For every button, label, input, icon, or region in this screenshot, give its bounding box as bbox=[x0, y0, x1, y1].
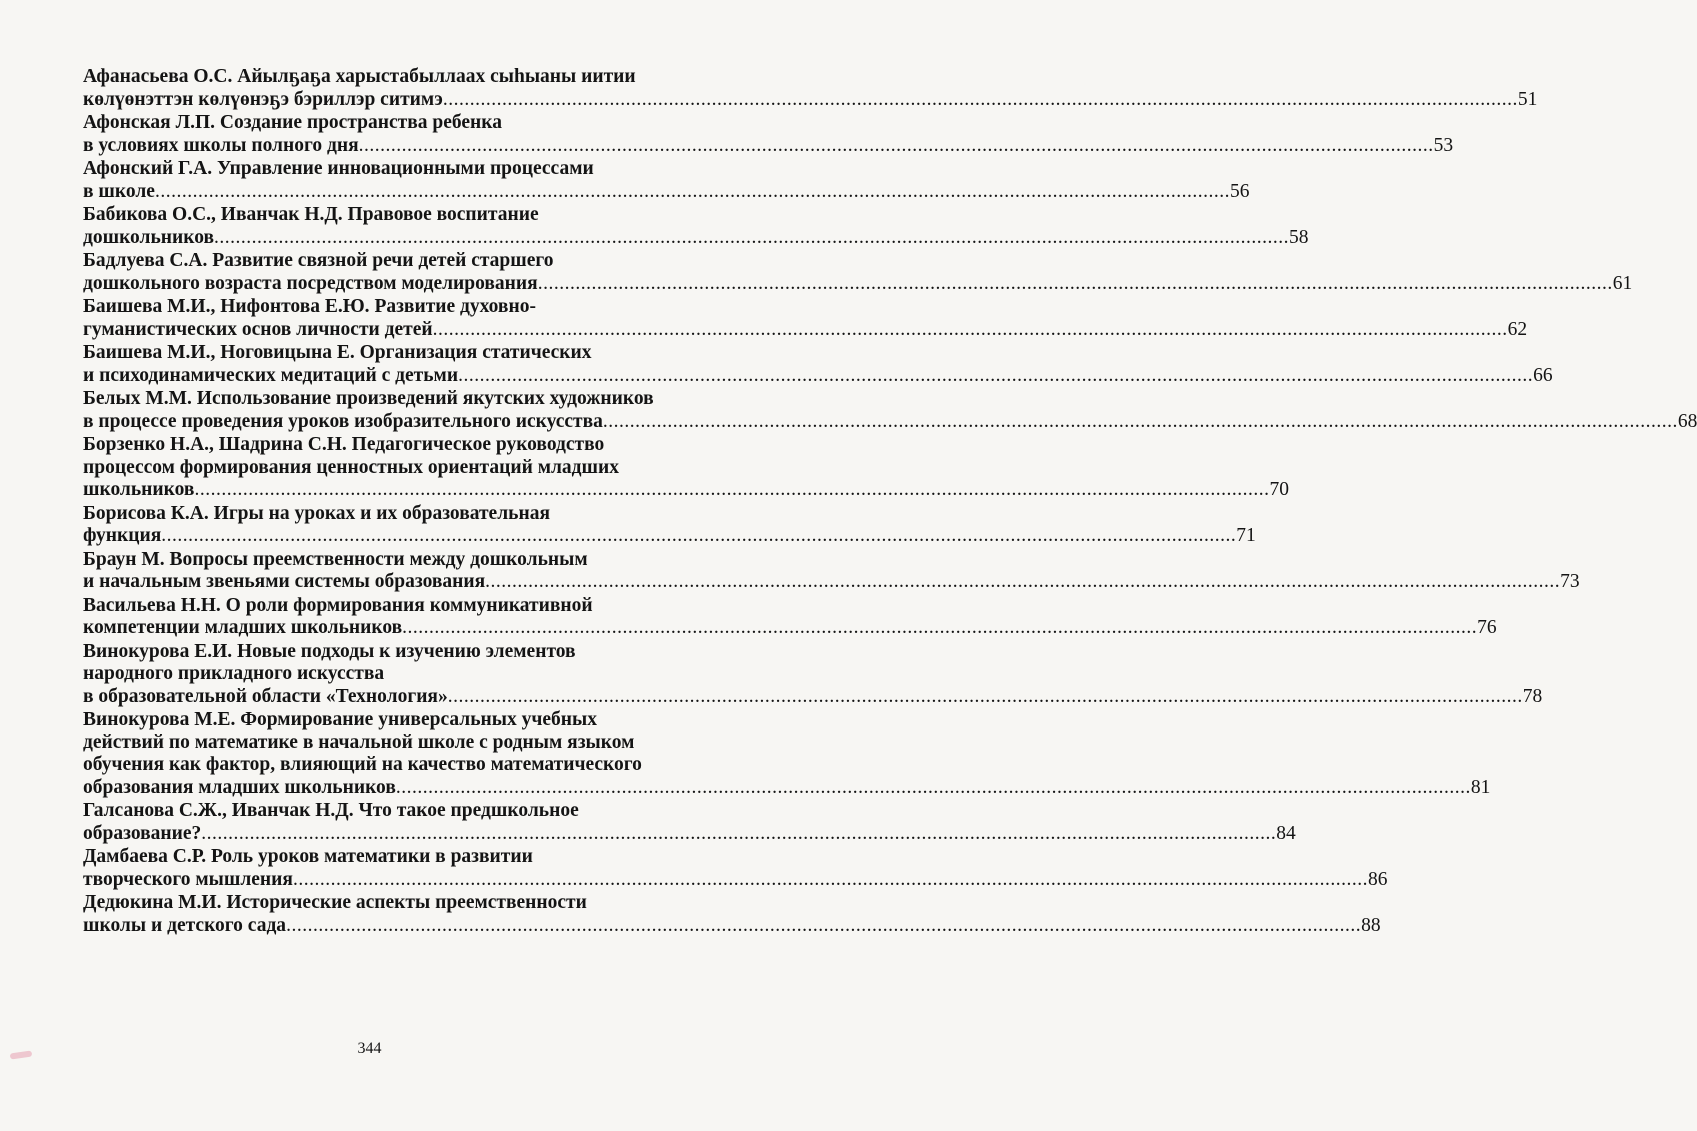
toc-entry-title: Создание пространства ребенка bbox=[219, 112, 502, 133]
dot-leader bbox=[443, 89, 1518, 112]
page-number: 344 bbox=[357, 1040, 382, 1057]
toc-entry-author: Бабикова О.С., Иванчак Н.Д. bbox=[83, 204, 343, 225]
toc-entry-page: 61 bbox=[1612, 272, 1633, 294]
toc-entry-author: Белых М.М. bbox=[83, 388, 192, 409]
toc-entry-line bbox=[83, 112, 697, 135]
toc-entry-line bbox=[83, 180, 1250, 204]
toc-entry-line bbox=[83, 66, 697, 89]
toc-entry-line bbox=[83, 525, 1256, 548]
toc-entry bbox=[83, 388, 1697, 433]
dot-leader bbox=[458, 365, 1533, 388]
toc-entry-title: в образовательной области «Технология» bbox=[83, 685, 448, 707]
toc-entry bbox=[83, 800, 1296, 845]
dot-leader bbox=[603, 411, 1678, 434]
toc-entry-page: 66 bbox=[1533, 364, 1553, 386]
toc-entry-author: Дедюкина М.И. bbox=[83, 892, 222, 913]
toc-entry-line bbox=[83, 846, 697, 869]
toc-entry-line bbox=[83, 914, 1381, 938]
toc-entry-page: 76 bbox=[1477, 617, 1497, 638]
toc-entry-line bbox=[83, 364, 1553, 388]
toc-entry-title: в условиях школы полного дня bbox=[83, 134, 359, 156]
toc-entry-line bbox=[83, 776, 1491, 800]
toc-entry-line bbox=[83, 892, 697, 915]
toc-entry-author: Винокурова М.Е. bbox=[83, 709, 236, 730]
dot-leader bbox=[433, 319, 1508, 342]
toc-entry-page: 53 bbox=[1433, 134, 1454, 156]
toc-entry-page: 51 bbox=[1517, 88, 1538, 110]
toc-entry-author: Афонский Г.А. bbox=[83, 158, 213, 179]
toc-entry-title: Что такое предшкольное bbox=[358, 800, 579, 821]
toc-entry-line bbox=[83, 571, 1580, 594]
toc-entry-line bbox=[83, 318, 1528, 342]
toc-entry-title: Игры на уроках и их образовательная bbox=[213, 502, 550, 524]
toc-entry-title: Вопросы преемственности между дошкольным bbox=[169, 548, 588, 570]
toc-entry-line bbox=[83, 800, 697, 823]
toc-entry-line bbox=[83, 250, 697, 273]
toc-entry-title: обучения как фактор, влияющий на качество математического bbox=[83, 754, 642, 775]
toc-entry-line bbox=[83, 134, 1454, 158]
toc-entry-page: 56 bbox=[1229, 180, 1250, 202]
toc-entry bbox=[83, 594, 1497, 640]
dot-leader bbox=[155, 181, 1230, 204]
toc-entry-title: процессом формирования ценностных ориентаций младших bbox=[83, 456, 619, 478]
toc-entry bbox=[83, 502, 1256, 548]
toc-entry-line bbox=[83, 158, 697, 181]
toc-entry-line bbox=[83, 641, 697, 664]
toc-entry-title: Развитие духовно- bbox=[374, 296, 536, 317]
toc-entry-title: компетенции младших школьников bbox=[83, 617, 403, 638]
toc-entry-line bbox=[83, 732, 697, 755]
toc-entry-title: Исторические аспекты преемственности bbox=[226, 892, 587, 913]
toc-entry-line bbox=[83, 617, 1497, 640]
toc-entry bbox=[83, 709, 1491, 799]
toc-entry bbox=[83, 846, 1388, 891]
dot-leader bbox=[214, 227, 1289, 250]
toc-entry bbox=[83, 250, 1633, 295]
toc-entry-line bbox=[83, 479, 1289, 502]
toc-entry-line bbox=[83, 709, 697, 732]
toc-entry-line bbox=[83, 434, 697, 457]
toc-entry-title: көлүөнэттэн көлүөнэҕэ бэриллэр ситимэ bbox=[83, 88, 443, 110]
dot-leader bbox=[286, 915, 1361, 938]
toc-entry-title: гуманистических основ личности детей bbox=[83, 318, 433, 340]
toc-entry-line bbox=[83, 388, 697, 411]
toc-entry-author: Галсанова С.Ж., Иванчак Н.Д. bbox=[83, 800, 354, 821]
toc-entry-title: О роли формирования коммуникативной bbox=[225, 594, 593, 616]
toc-entry-line bbox=[83, 503, 697, 526]
toc-entry-page: 88 bbox=[1361, 914, 1381, 936]
dot-leader bbox=[201, 823, 1276, 846]
toc-entry-page: 84 bbox=[1276, 822, 1296, 844]
toc-entry bbox=[83, 548, 1580, 594]
toc-entry-line bbox=[83, 663, 697, 686]
toc-entry-title: Управление инновационными процессами bbox=[216, 158, 594, 179]
toc-entry-page: 71 bbox=[1236, 525, 1256, 546]
toc-entry-page: 58 bbox=[1289, 226, 1309, 248]
toc-entry-title: Организация статических bbox=[359, 342, 592, 363]
toc-entry bbox=[83, 296, 1528, 341]
toc-entry-author: Афанасьева О.С. bbox=[83, 66, 233, 87]
toc-entry-title: дошкольников bbox=[83, 226, 215, 248]
toc-entry bbox=[83, 342, 1553, 387]
toc-entry-line bbox=[83, 272, 1633, 296]
toc-entry bbox=[83, 204, 1309, 249]
toc-entry bbox=[83, 892, 1381, 937]
toc-entry-author: Баишева М.И., Нифонтова Е.Ю. bbox=[83, 296, 370, 317]
toc-entry bbox=[83, 66, 1538, 111]
toc-entry-author: Борисова К.А. bbox=[83, 502, 209, 524]
toc-entry-author: Дамбаева С.Р. bbox=[83, 846, 207, 867]
dot-leader bbox=[161, 525, 1236, 548]
toc-entry-title: народного прикладного искусства bbox=[83, 663, 385, 684]
toc-entry-author: Бадлуева С.А. bbox=[83, 250, 208, 271]
toc-entry-title: образование? bbox=[83, 822, 202, 844]
toc-entry-line bbox=[83, 822, 1296, 846]
toc-entry-page: 86 bbox=[1367, 868, 1388, 890]
dot-leader bbox=[396, 777, 1471, 800]
dot-leader bbox=[359, 135, 1434, 158]
toc-entry-line bbox=[83, 868, 1388, 892]
toc-entry bbox=[83, 434, 1289, 502]
toc-entry-title: дошкольного возраста посредством моделирования bbox=[83, 272, 538, 294]
toc-entry-title: Развитие связной речи детей старшего bbox=[212, 250, 554, 271]
dot-leader bbox=[293, 869, 1368, 892]
dot-leader bbox=[402, 617, 1477, 640]
toc-entry-line bbox=[83, 226, 1309, 250]
toc-entry-page: 73 bbox=[1560, 571, 1580, 592]
toc-entry-line bbox=[83, 296, 697, 319]
toc-entry-title: образования младших школьников bbox=[83, 776, 396, 798]
toc-entry-line bbox=[83, 754, 697, 777]
dot-leader bbox=[194, 479, 1269, 502]
toc-entry bbox=[83, 158, 1250, 203]
toc-entry bbox=[83, 640, 1543, 709]
toc-entry-title: Использование произведений якутских художников bbox=[196, 388, 654, 409]
toc-entry-title: Формирование универсальных учебных bbox=[240, 709, 597, 730]
dot-leader bbox=[448, 686, 1523, 709]
toc-entry-page: 68 bbox=[1677, 410, 1697, 432]
dot-leader bbox=[485, 571, 1560, 594]
toc-entry-title: функция bbox=[83, 525, 162, 546]
toc-entry-author: Васильева Н.Н. bbox=[83, 594, 221, 616]
toc-entry-title: творческого мышления bbox=[83, 868, 293, 890]
toc-entry-line bbox=[83, 457, 697, 480]
toc-entry-title: Новые подходы к изучению элементов bbox=[237, 640, 576, 662]
toc-entry-page: 70 bbox=[1269, 479, 1289, 500]
toc-entry-author: Браун М. bbox=[83, 548, 165, 570]
toc-entry-page: 62 bbox=[1507, 318, 1528, 340]
toc-entry-author: Борзенко Н.А., Шадрина С.Н. bbox=[83, 434, 347, 455]
toc-entry-line bbox=[83, 204, 697, 227]
toc-entry-title: в процессе проведения уроков изобразительного искусства bbox=[83, 410, 603, 432]
dot-leader bbox=[538, 273, 1613, 296]
toc-entry-line bbox=[83, 342, 697, 365]
toc-entry-line bbox=[83, 685, 1543, 709]
toc-entry-title: Айылҕаҕа харыстабыллаах сыһыаны иитии bbox=[237, 66, 636, 87]
toc-entry-title: Правовое воспитание bbox=[347, 204, 539, 225]
toc-entry-title: Педагогическое руководство bbox=[351, 434, 605, 455]
toc-entry-line bbox=[83, 549, 697, 572]
toc-entry-author: Винокурова Е.И. bbox=[83, 640, 233, 662]
toc-entry-title: и начальным звеньями системы образования bbox=[83, 571, 486, 592]
toc-entry-title: и психодинамических медитаций с детьми bbox=[83, 364, 459, 386]
table-of-contents bbox=[83, 66, 1697, 938]
toc-entry-page: 78 bbox=[1522, 685, 1543, 707]
toc-entry-line bbox=[83, 88, 1538, 112]
toc-entry-line bbox=[83, 595, 697, 618]
toc-entry-title: школьников bbox=[83, 479, 195, 500]
toc-entry-line bbox=[83, 410, 1697, 434]
toc-entry-title: Роль уроков математики в развитии bbox=[210, 846, 533, 867]
toc-entry-title: действий по математике в начальной школе с родным языком bbox=[83, 731, 635, 753]
toc-entry-title: в школе bbox=[83, 180, 155, 202]
toc-entry-page: 81 bbox=[1470, 776, 1491, 798]
toc-entry bbox=[83, 112, 1454, 157]
toc-entry-title: школы и детского сада bbox=[83, 914, 287, 936]
toc-entry-author: Баишева М.И., Ноговицына Е. bbox=[83, 342, 355, 363]
toc-entry-author: Афонская Л.П. bbox=[83, 112, 216, 133]
